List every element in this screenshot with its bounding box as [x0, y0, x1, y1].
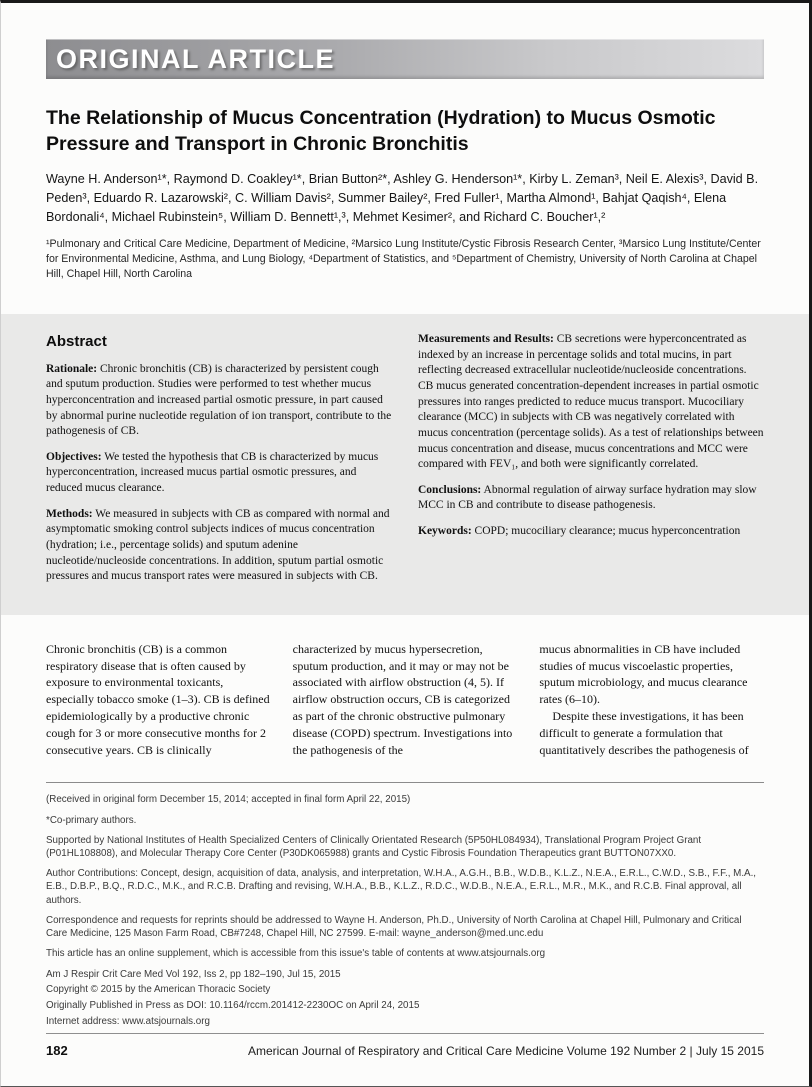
abstract-objectives [46, 450, 392, 497]
abstract-conclusions [418, 483, 764, 514]
abstract-columns [46, 332, 764, 595]
original-article-banner [46, 39, 764, 79]
body-paragraph: Despite these investigations, it has been difficult to generate a formulation that quantitatively describes the pathogenesis of [539, 708, 749, 757]
affiliations: ¹Pulmonary and Critical Care Medicine, Department of Medicine, ²Marsico Lung Institute/Cystic Fibrosis Research Center, ³Marsico Lung Institute/Center for Environmental Medicine, Asthma, and Lung Biology, ⁴Department of Statistics, and ⁵Department of Chemistry, University of North Carolina at Chapel Hill, Chapel Hill, North Carolina [46, 238, 761, 281]
body-paragraph: Chronic bronchitis (CB) is a common respiratory disease that is often caused by exposure to environmental toxicants, especially tobacco smoke (1–3). CB is defined epidemiologically by a productive chronic cough for 3 or more consecutive months for 2 consecutive years. CB is clinically [46, 641, 270, 757]
footnote-copyright: Copyright © 2015 by the American Thoracic Society [46, 984, 271, 996]
paragraph-text: We tested the hypothesis that CB is characterized by mucus hyperconcentration, increased mucus partial osmotic pressures, and reduced mucus clearance. [46, 450, 379, 494]
abstract-rationale [46, 362, 392, 440]
body-column-1 [46, 641, 271, 759]
main-text [46, 641, 764, 759]
article-title: The Relationship of Mucus Concentration (Hydration) to Mucus Osmotic Pressure and Transport in Chronic Bronchitis [46, 107, 716, 155]
footnotes [46, 793, 764, 1028]
abstract-heading: Abstract [46, 333, 107, 351]
footnote-citation: Am J Respir Crit Care Med Vol 192, Iss 2, pp 182–190, Jul 15, 2015 [46, 968, 341, 980]
paragraph-text: COPD; mucociliary clearance; mucus hyperconcentration [471, 525, 741, 538]
paragraph-text: Abnormal regulation of airway surface hydration may slow MCC in CB and contribute to disease pathogenesis. [418, 483, 757, 512]
paragraph-label: Conclusions: [418, 483, 482, 496]
paragraph-label: Keywords: [418, 525, 472, 538]
footnote-author-contributions: Author Contributions: Concept, design, acquisition of data, analysis, and interpretation, W.H.A., A.G.H., B.B., W.D.B., K.L.Z., N.E.A., E.R.L., C.W.D., S.B., F.F., M.A., E.B., D.B.P., B.Q., R.D.C., M.K., and R.C.B. Drafting and revising, W.H.A., B.B., K.L.Z., R.D.C., W.D.B., N.E.A., E.R.L., M.R., M.K., and R.C.B. Final approval, all authors. [46, 868, 757, 906]
footnote-received: (Received in original form December 15, 2014; accepted in final form April 22, 2015) [46, 794, 411, 806]
abstract-section [1, 314, 809, 615]
footnote-online-supplement: This article has an online supplement, which is accessible from this issue's table of contents at www.atsjournals.org [46, 948, 546, 960]
banner-label: ORIGINAL ARTICLE [56, 43, 335, 74]
abstract-measurements-results [418, 332, 764, 473]
body-paragraph: mucus abnormalities in CB have included studies of mucus viscoelastic properties, sputum microbiology, and mucus clearance rates (6–10). [539, 641, 748, 707]
abstract-column-left [46, 332, 392, 595]
page-number: 182 [46, 1043, 68, 1058]
paragraph-label: Rationale: [46, 362, 98, 375]
abstract-column-right [418, 332, 764, 595]
footnote-coprimary: *Co-primary authors. [46, 814, 137, 826]
paragraph-label: Methods: [46, 507, 93, 520]
footnote-funding: Supported by National Institutes of Health Specialized Centers of Clinically Orientated Research (5P50HL084934), Translational Program Project Grant (P01HL108808), and Molecular Therapy Core Center (P30DK065988) grants and Cystic Fibrosis Foundation Therapeutics grant BUTTON07XX0. [46, 834, 702, 859]
footnote-divider [46, 782, 764, 783]
abstract-keywords [418, 524, 764, 540]
body-column-3 [539, 641, 764, 759]
author-list: Wayne H. Anderson¹*, Raymond D. Coakley¹*, Brian Button²*, Ashley G. Henderson¹*, Kirby L. Zeman³, Neil E. Alexis³, David B. Peden³, Eduardo R. Lazarowski², C. William Davis², Summer Bailey², Fred Fuller¹, Martha Almond¹, Bahjat Qaqish⁴, Elena Bordonali⁴, Michael Rubinstein⁵, William D. Bennett¹,³, Mehmet Kesimer², and Richard C. Boucher¹,² [46, 172, 759, 225]
paragraph-label: Objectives: [46, 450, 102, 463]
paragraph-label: Measurements and Results: [418, 333, 554, 346]
journal-footer-line: American Journal of Respiratory and Critical Care Medicine Volume 192 Number 2 | July 15 2015 [247, 1044, 764, 1058]
paragraph-text: Chronic bronchitis (CB) is characterized by persistent cough and sputum production. Studies were performed to test whether mucus hyperconcentration and increased partial osmotic pressure, in part caused by abnormal purine nucleotide regulation of ion transport, contribute to the pathogenesis of CB. [46, 362, 392, 438]
page-footer [46, 1033, 764, 1058]
footnote-doi: Originally Published in Press as DOI: 10.1164/rccm.201412-2230OC on April 24, 2015 [46, 999, 420, 1011]
body-column-2 [293, 641, 518, 759]
abstract-methods [46, 507, 392, 585]
footnote-correspondence: Correspondence and requests for reprints should be addressed to Wayne H. Anderson, Ph.D., University of North Carolina at Chapel Hill, Pulmonary and Critical Care Medicine, 125 Mason Farm Road, CB#7248, Chapel Hill, NC 27599. E-mail: wayne_anderson@med.unc.edu [46, 914, 742, 940]
paragraph-text: We measured in subjects with CB as compared with normal and asymptomatic smoking control subjects indices of mucus concentration (hydration; i.e., percentage solids) and sputum adenine nucleotide/nucleoside concentrations. In addition, sputum partial osmotic pressures and mucus transport rates were measured in subjects with CB. [46, 507, 390, 583]
body-paragraph: characterized by mucus hypersecretion, sputum production, and it may or may not be associated with airflow obstruction (4, 5). If airflow obstruction occurs, CB is categorized as part of the chronic obstructive pulmonary disease (COPD) spectrum. Investigations into the pathogenesis of the [292, 641, 513, 757]
paragraph-text: CB secretions were hyperconcentrated as indexed by an increase in percentage solids and total mucins, in part reflecting decreased extracellular nucleotide/nucleoside concentrations. CB mucus generated concentration-dependent increases in partial osmotic pressures into ranges predicted to reduce mucus transport. Mucociliary clearance (MCC) in subjects with CB was negatively correlated with mucus concentration (percentage solids). As a test of relationships between mucus concentration and disease, mucus concentrations and MCC were compared with FEV₁, and both were significantly correlated. [418, 333, 764, 471]
footnote-internet-address: Internet address: www.atsjournals.org [46, 1015, 210, 1027]
